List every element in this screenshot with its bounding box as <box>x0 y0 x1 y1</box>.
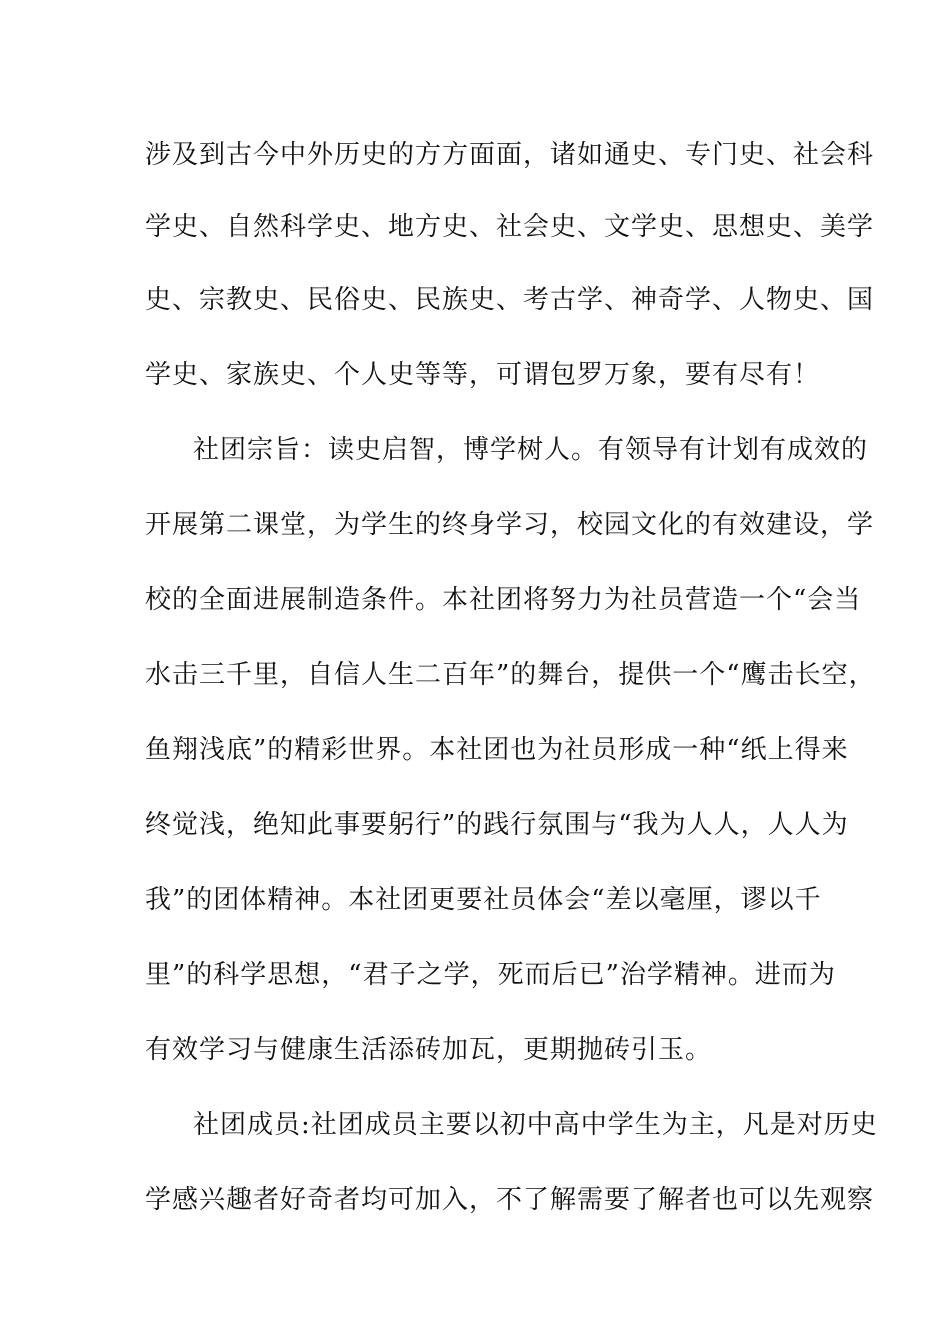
text-line-14: 社团成员:社团成员主要以初中高中学生为主，凡是对历史 <box>193 1110 878 1140</box>
text-line-8: 水击三千里，自信人生二百年”的舞台，提供一个“鹰击长空， <box>145 660 876 690</box>
text-line-12: 里”的科学思想，“君子之学，死而后已”治学精神。进而为 <box>145 960 836 990</box>
text-line-11: 我”的团体精神。本社团更要社员体会“差以毫厘，谬以千 <box>145 885 822 915</box>
text-line-7: 校的全面进展制造条件。本社团将努力为社员营造一个“会当 <box>145 585 862 615</box>
text-line-2: 学史、自然科学史、地方史、社会史、文学史、思想史、美学 <box>145 212 875 242</box>
text-line-15: 学感兴趣者好奇者均可加入，不了解需要了解者也可以先观察 <box>145 1185 875 1215</box>
text-line-4: 学史、家族史、个人史等等，可谓包罗万象，要有尽有！ <box>145 360 821 390</box>
text-line-1: 涉及到古今中外历史的方方面面，诸如通史、专门史、社会科 <box>145 140 875 170</box>
text-line-5: 社团宗旨：读史启智，博学树人。有领导有计划有成效的 <box>193 435 869 465</box>
text-line-6: 开展第二课堂，为学生的终身学习，校园文化的有效建设，学 <box>145 510 875 540</box>
text-line-3: 史、宗教史、民俗史、民族史、考古学、神奇学、人物史、国 <box>145 285 875 315</box>
text-line-10: 终觉浅，绝知此事要躬行”的践行氛围与“我为人人，人人为 <box>145 810 849 840</box>
text-line-13: 有效学习与健康生活添砖加瓦，更期抛砖引玉。 <box>145 1035 713 1065</box>
text-line-9: 鱼翔浅底”的精彩世界。本社团也为社员形成一种“纸上得来 <box>145 735 849 765</box>
